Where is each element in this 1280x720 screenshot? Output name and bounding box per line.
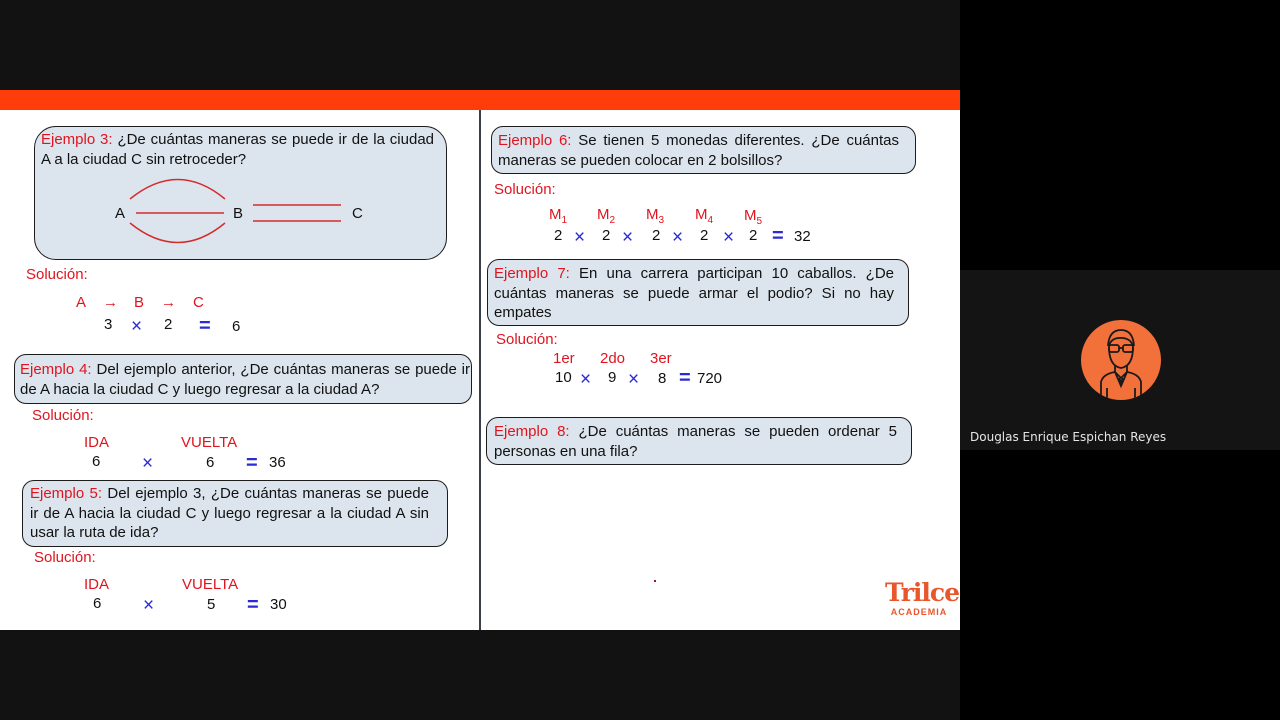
coin-value: 2 [652,227,661,244]
times-icon: × [580,369,592,390]
header-ida: IDA [84,434,110,451]
header-ida: IDA [84,576,110,593]
example-5-solution-label: Solución: [34,549,96,566]
calc-value: 6 [93,595,102,612]
node-b: B [233,205,244,222]
coin-value: 2 [700,227,709,244]
pointer-dot [654,580,656,582]
example-7-box [487,259,909,326]
calc-value: 3 [104,316,113,333]
header-vuelta: VUELTA [182,576,239,593]
coin-label: $M_3$ [646,206,665,226]
example-3-label: Ejemplo 3: [41,131,113,148]
example-8-text: ¿De cuántas maneras se pueden ordenar 5 personas en una fila? [494,423,897,460]
example-6-label: Ejemplo 6: [498,132,572,149]
example-5-text: Del ejemplo 3, ¿De cuántas maneras se puede ir de A hacia la ciudad C y luego regresar a la ciudad A sin usar la ruta de ida? [30,485,429,541]
coin-value: 2 [602,227,611,244]
example-4-label: Ejemplo 4: [20,361,92,378]
example-6-text: Se tienen 5 monedas diferentes. ¿De cuántas maneras se pueden colocar en 2 bolsillos? [498,132,899,169]
equals-icon: = [247,594,259,616]
presentation-slide [0,90,960,630]
node-a: A [115,205,126,222]
logo-subtitle: ACADEMIA [890,607,948,617]
place-label: 2do [600,350,626,367]
times-icon: × [143,595,155,616]
seq-a: A [76,294,87,311]
place-label: 1er [553,350,575,367]
calc-value: 6 [206,454,215,471]
calc-result: 30 [270,596,287,613]
times-icon: × [672,227,684,248]
example-8-label: Ejemplo 8: [494,423,570,440]
slide-header-bar [0,90,960,110]
times-icon: × [142,453,154,474]
equals-icon: = [772,225,784,247]
example-5-box [22,480,448,547]
calc-result: 32 [794,228,811,245]
times-icon: × [131,316,143,337]
logo-wordmark: Trilce [884,578,960,607]
coin-label: $M_2$ [597,206,616,226]
example-7-solution-label: Solución: [496,331,558,348]
place-value: 8 [658,370,667,387]
times-icon: × [723,227,735,248]
node-c: C [352,205,363,222]
coin-label: $M_5$ [744,207,763,227]
participant-name: Douglas Enrique Espichan Reyes [970,430,1167,444]
example-6-solution-label: Solución: [494,181,556,198]
example-6-box [491,126,916,174]
place-value: 9 [608,369,617,386]
example-3-solution-label: Solución: [26,266,88,283]
example-7-text: En una carrera participan 10 caballos. ¿De cuántas maneras se puede armar el podio? Si no hay empates [494,265,894,321]
example-7-label: Ejemplo 7: [494,265,570,282]
header-vuelta: VUELTA [181,434,238,451]
example-4-box [14,354,472,404]
example-3-box [34,126,447,260]
calc-value: 5 [207,596,216,613]
place-label: 3er [650,350,672,367]
calc-value: 6 [92,453,101,470]
seq-c: C [193,294,204,311]
coin-label: $M_4$ [695,206,714,226]
calc-result: 720 [697,370,723,387]
example-5-label: Ejemplo 5: [30,485,103,502]
seq-b: B [134,294,145,311]
avatar [1081,320,1161,400]
calc-value: 2 [164,316,173,333]
example-4-text: Del ejemplo anterior, ¿De cuántas maneras se puede ir de A hacia la ciudad C y luego regresar a la ciudad A? [20,361,471,398]
example-4-solution-label: Solución: [32,407,94,424]
times-icon: × [628,369,640,390]
column-divider [479,110,481,630]
coin-label: $M_1$ [549,206,568,226]
equals-icon: = [246,452,258,474]
example-8-box [486,417,912,465]
trilce-logo [882,580,960,618]
coin-value: 2 [554,227,563,244]
arrow-icon: → [161,294,176,311]
calc-result: 6 [232,318,241,335]
person-with-glasses-icon [1081,320,1161,400]
coin-value: 2 [749,227,758,244]
example-3-text: ¿De cuántas maneras se puede ir de la ciudad A a la ciudad C sin retroceder? [41,131,435,168]
times-icon: × [574,227,586,248]
equals-icon: = [199,315,211,337]
calc-result: 36 [269,454,286,471]
participant-tile[interactable] [960,270,1280,450]
place-value: 10 [555,369,572,386]
route-diagram [35,127,448,261]
equals-icon: = [679,367,691,389]
times-icon: × [622,227,634,248]
arrow-icon: → [103,294,118,311]
